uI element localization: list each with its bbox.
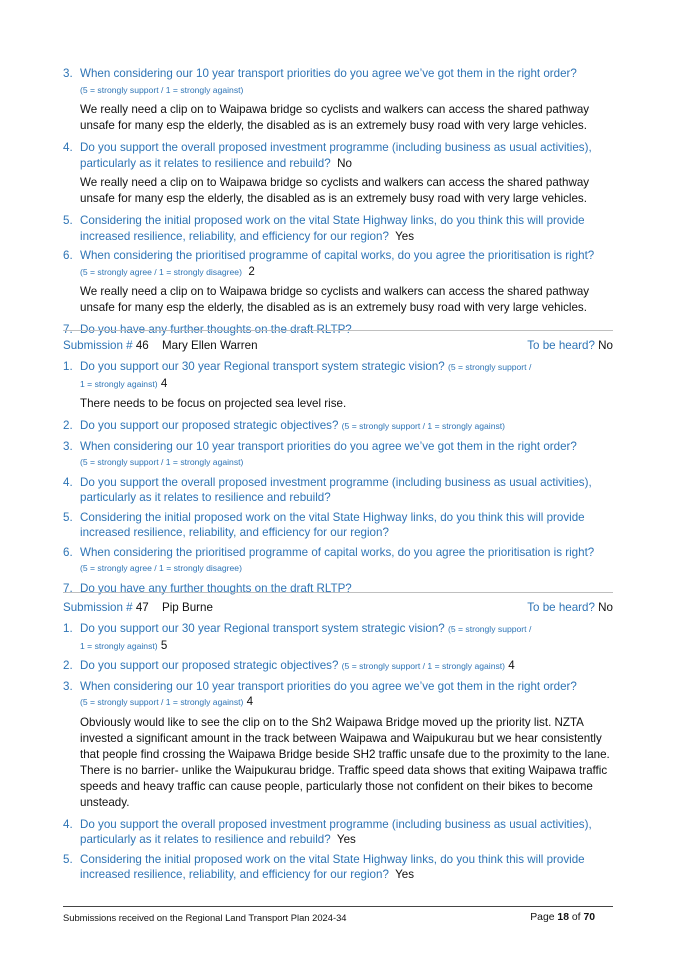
question-number: 5.	[63, 510, 73, 524]
question-6	[63, 248, 613, 280]
question-text: Do you support our 30 year Regional transport system strategic vision?	[80, 622, 445, 635]
question-number: 7.	[63, 323, 73, 336]
submitter-name: Mary Ellen Warren	[161, 339, 258, 352]
total-pages: 70	[583, 912, 595, 923]
question-4	[63, 817, 613, 848]
submission-46	[63, 338, 613, 600]
question-number: 7.	[63, 581, 73, 595]
question-text: Considering the initial proposed work on the vital State Highway links, do you think this will provide increased resilience, reliability, and efficiency for our region?	[80, 510, 585, 539]
question-scale: (5 = strongly support / 1 = strongly against)	[80, 697, 244, 707]
question-text: Do you support our proposed strategic objectives?	[80, 659, 339, 672]
answer-value: 5	[160, 638, 168, 652]
to-be-heard-label: To be heard?	[527, 601, 595, 614]
footer-title: Submissions received on the Regional Land Transport Plan 2024-34	[63, 912, 347, 923]
question-1	[63, 359, 613, 392]
question-number: 3.	[63, 67, 73, 80]
answer-value: No	[337, 156, 352, 170]
answer-value: 4	[160, 376, 168, 390]
submission-47	[63, 600, 613, 887]
page-number	[530, 911, 595, 924]
submitter-name: Pip Burne	[161, 601, 213, 614]
answer-value: Yes	[336, 833, 356, 846]
question-text: Do you have any further thoughts on the draft RLTP?	[80, 581, 352, 595]
question-number: 5.	[63, 852, 73, 866]
submission-label: Submission #	[63, 601, 133, 614]
section-divider	[63, 592, 613, 593]
question-3	[63, 679, 613, 711]
to-be-heard-value: No	[598, 339, 613, 352]
to-be-heard-value: No	[598, 601, 613, 614]
question-text: Do you support the overall proposed investment programme (including business as usual activities), particularly as it relates to resilience and rebuild?	[80, 817, 592, 846]
question-number: 4.	[63, 475, 73, 489]
question-scale: (5 = strongly agree / 1 = strongly disagree)	[80, 563, 242, 573]
question-scale: (5 = strongly support / 1 = strongly against)	[341, 421, 506, 431]
footer-divider	[63, 906, 613, 907]
question-scale: (5 = strongly support /	[447, 362, 532, 372]
page-word: Page	[530, 912, 555, 923]
question-scale-cont: 1 = strongly against)	[80, 640, 158, 651]
page-footer	[63, 911, 613, 924]
response-text: Obviously would like to see the clip on to the Sh2 Waipawa Bridge moved up the priority list. NZTA invested a significant amount in the track between Waipawa and Waipukurau but we hear consistently that people find crossing the Waipawa Bridge beside SH2 traffic unsafe due to the proximity to the lane. There is no barrier- unlike the Waipukurau bridge. Traffic speed data shows that exiting Waipawa traffic speeds and heavy traffic can cause people, particularly those not confident on their bikes to become unsteady.	[80, 715, 610, 809]
question-number: 5.	[63, 214, 73, 227]
question-scale: (5 = strongly agree / 1 = strongly disagree)	[80, 266, 242, 277]
answer-value: 2	[248, 264, 255, 278]
question-7	[63, 581, 613, 597]
question-number: 2.	[63, 659, 73, 672]
submission-label: Submission #	[63, 339, 133, 352]
question-number: 3.	[63, 439, 73, 453]
question-4	[63, 475, 613, 506]
response-text: We really need a clip on to Waipawa bridge so cyclists and walkers can access the shared pathway unsafe for many esp the elderly, the disabled as is an extremely busy road with very large vehicles.	[80, 103, 590, 132]
question-5	[63, 213, 613, 244]
to-be-heard-label: To be heard?	[527, 339, 595, 352]
question-number: 3.	[63, 679, 73, 693]
to-be-heard	[527, 338, 613, 354]
submission-header	[63, 338, 613, 354]
question-text: When considering our 10 year transport priorities do you agree we’ve got them in the right order?	[80, 439, 577, 453]
question-text: When considering the prioritised programme of capital works, do you agree the prioritisation is right?	[80, 249, 595, 262]
question-number: 6.	[63, 249, 73, 262]
question-text: When considering our 10 year transport priorities do you agree we’ve got them in the right order?	[80, 67, 577, 80]
to-be-heard	[527, 600, 613, 616]
question-number: 4.	[63, 817, 73, 831]
question-1	[63, 621, 613, 654]
question-3	[63, 439, 613, 471]
question-scale: (5 = strongly support / 1 = strongly against)	[341, 661, 506, 671]
question-2	[63, 658, 613, 675]
question-text: When considering the prioritised programme of capital works, do you agree the prioritisation is right?	[80, 545, 595, 559]
response-text: We really need a clip on to Waipawa bridge so cyclists and walkers can access the shared pathway unsafe for many esp the elderly, the disabled as is an extremely busy road with very large vehicles.	[80, 176, 590, 205]
question-scale: (5 = strongly support / 1 = strongly against)	[80, 457, 244, 467]
of-word: of	[571, 912, 581, 923]
question-text: Do you support our proposed strategic objectives?	[80, 419, 339, 432]
question-2	[63, 418, 613, 435]
question-scale-cont: 1 = strongly against)	[80, 378, 158, 389]
question-number: 1.	[63, 622, 73, 635]
question-text: Considering the initial proposed work on the vital State Highway links, do you think this will provide increased resilience, reliability, and efficiency for our region?	[80, 214, 585, 243]
question-5	[63, 510, 613, 541]
question-scale: (5 = strongly support /	[447, 624, 532, 634]
submission-number: 46	[135, 339, 149, 352]
question-number: 4.	[63, 141, 73, 154]
submission-number: 47	[135, 601, 149, 614]
question-6	[63, 545, 613, 577]
question-number: 2.	[63, 419, 73, 432]
answer-value: Yes	[395, 229, 415, 243]
answer-value: 4	[246, 695, 254, 708]
question-text: Do you support the overall proposed investment programme (including business as usual activities), particularly as it relates to resilience and rebuild?	[80, 141, 592, 170]
section-divider	[63, 330, 613, 331]
response-text: There needs to be focus on projected sea level rise.	[80, 397, 347, 410]
question-3	[63, 66, 613, 98]
answer-value: Yes	[395, 868, 415, 881]
question-text: Considering the initial proposed work on the vital State Highway links, do you think this will provide increased resilience, reliability, and efficiency for our region?	[80, 852, 585, 881]
answer-value: 4	[508, 659, 515, 672]
response-text: We really need a clip on to Waipawa bridge so cyclists and walkers can access the shared pathway unsafe for many esp the elderly, the disabled as is an extremely busy road with very large vehicles.	[80, 285, 590, 314]
question-scale: (5 = strongly support / 1 = strongly against)	[80, 84, 244, 95]
question-text: Do you support our 30 year Regional transport system strategic vision?	[80, 360, 445, 373]
question-number: 6.	[63, 545, 73, 559]
continued-submission	[63, 66, 613, 342]
question-4	[63, 140, 613, 171]
submission-header	[63, 600, 613, 616]
question-text: Do you support the overall proposed investment programme (including business as usual activities), particularly as it relates to resilience and rebuild?	[80, 475, 592, 504]
question-5	[63, 852, 613, 883]
question-text: When considering our 10 year transport priorities do you agree we’ve got them in the right order?	[80, 679, 577, 693]
question-text: Do you have any further thoughts on the draft RLTP?	[80, 323, 352, 336]
question-number: 1.	[63, 360, 73, 373]
current-page: 18	[557, 912, 569, 923]
